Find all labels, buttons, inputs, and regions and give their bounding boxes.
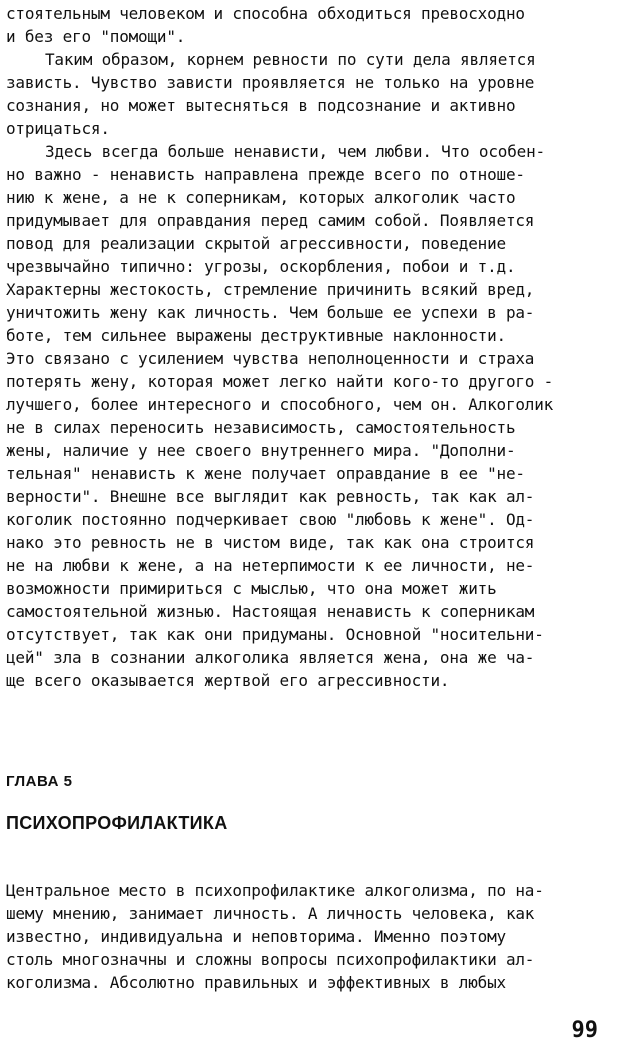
text-line: боте, тем сильнее выражены деструктивные наклонности. <box>6 326 506 345</box>
text-line: возможности примириться с мыслью, что она может жить <box>6 579 497 598</box>
text-line: верности". Внешне все выглядит как ревность, так как ал- <box>6 487 535 506</box>
text-line: зависть. Чувство зависти проявляется не только на уровне <box>6 73 535 92</box>
text-line: шему мнению, занимает личность. А личность человека, как <box>6 904 535 923</box>
text-line: чрезвычайно типично: угрозы, оскорбления, побои и т.д. <box>6 257 516 276</box>
text-line: потерять жену, которая может легко найти кого-то другого - <box>6 372 554 391</box>
text-line: столь многозначны и сложны вопросы психопрофилактики ал- <box>6 950 535 969</box>
text-line: придумывает для оправдания перед самим собой. Появляется <box>6 211 535 230</box>
chapter-title: ПСИХОПРОФИЛАКТИКА <box>6 813 228 833</box>
text-line: лучшего, более интересного и способного, чем он. Алкоголик <box>6 395 554 414</box>
text-line: Характерны жестокость, стремление причинить всякий вред, <box>6 280 535 299</box>
text-line: сознания, но может вытесняться в подсознание и активно <box>6 96 516 115</box>
text-line: коголик постоянно подчеркивает свою "любовь к жене". Од- <box>6 510 535 529</box>
text-line: отсутствует, так как они придуманы. Основной "носительни- <box>6 625 544 644</box>
text-line: известно, индивидуальна и неповторима. Именно поэтому <box>6 927 506 946</box>
text-line: жены, наличие у нее своего внутреннего мира. "Дополни- <box>6 441 516 460</box>
text-line: не на любви к жене, а на нетерпимости к ее личности, не- <box>6 556 535 575</box>
text-line: тельная" ненависть к жене получает оправдание в ее "не- <box>6 464 525 483</box>
text-line: Это связано с усилением чувства неполноценности и страха <box>6 349 535 368</box>
text-line: уничтожить жену как личность. Чем больше ее успехи в ра- <box>6 303 535 322</box>
text-line: и без его "помощи". <box>6 27 186 46</box>
text-line: но важно - ненависть направлена прежде всего по отноше- <box>6 165 525 184</box>
text-line: Здесь всегда больше ненависти, чем любви. Что особен- <box>45 142 545 161</box>
page-number: 99 <box>571 1018 598 1043</box>
text-line: не в силах переносить независимость, самостоятельность <box>6 418 516 437</box>
text-line: Центральное место в психопрофилактике алкоголизма, по на- <box>6 881 544 900</box>
text-line: нако это ревность не в чистом виде, так как она строится <box>6 533 535 552</box>
text-line: коголизма. Абсолютно правильных и эффективных в любых <box>6 973 506 992</box>
text-line: отрицаться. <box>6 119 110 138</box>
text-line: стоятельным человеком и способна обходиться превосходно <box>6 4 525 23</box>
text-line: ще всего оказывается жертвой его агрессивности. <box>6 671 450 690</box>
chapter-label: ГЛАВА 5 <box>6 773 73 790</box>
text-line: повод для реализации скрытой агрессивности, поведение <box>6 234 506 253</box>
text-line: цей" зла в сознании алкоголика является жена, она же ча- <box>6 648 535 667</box>
text-line: самостоятельной жизнью. Настоящая ненависть к соперникам <box>6 602 535 621</box>
text-line: Таким образом, корнем ревности по сути дела является <box>45 50 536 69</box>
text-line: нию к жене, а не к соперникам, которых алкоголик часто <box>6 188 516 207</box>
